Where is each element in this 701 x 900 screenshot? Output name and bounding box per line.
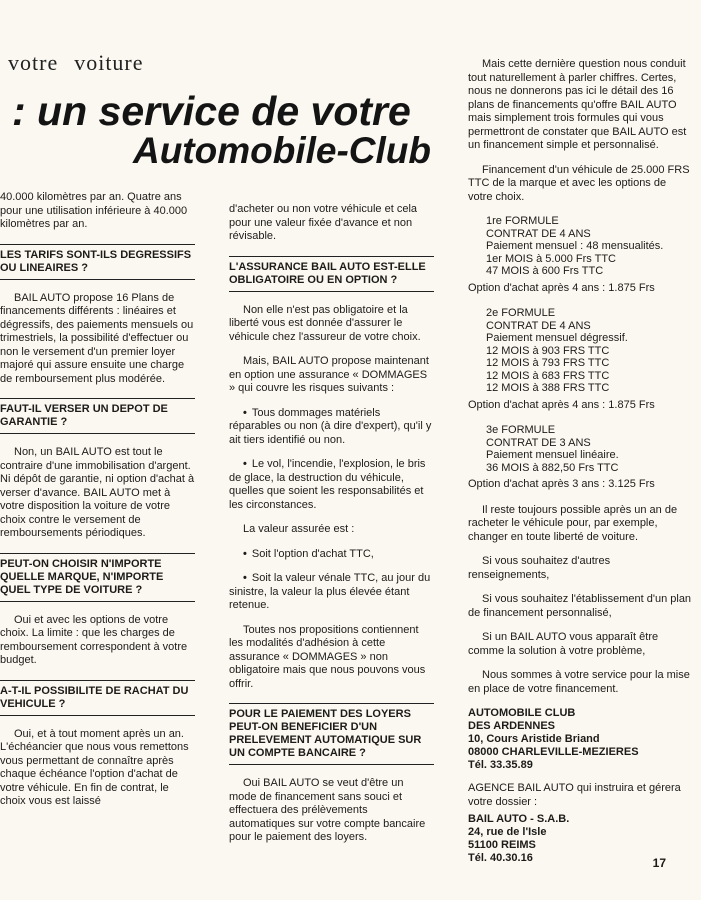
formula-line: Paiement mensuel dégressif. — [486, 332, 628, 344]
purchase-option: Option d'achat après 3 ans : 3.125 Frs — [468, 478, 655, 490]
bullet-item — [229, 458, 434, 512]
question-heading: POUR LE PAIEMENT DES LOYERS PEUT-ON BENEFICIER D'UN PRELEVEMENT AUTOMATIQUE SUR UN COMPTE BANCAIRE ? — [229, 703, 434, 765]
paragraph: Si vous souhaitez d'autres renseignements, — [468, 555, 611, 581]
formula-line: 1re FORMULE — [486, 215, 559, 227]
paragraph: Oui et avec les options de votre choix. La limite : que les charges de remboursement correspondent à votre budget. — [0, 613, 188, 666]
formula-2 — [486, 307, 693, 395]
kicker-word: voiture — [74, 50, 144, 75]
address-line: AUTOMOBILE CLUB — [468, 707, 576, 719]
address-line: 08000 CHARLEVILLE-MEZIERES — [468, 746, 639, 758]
paragraph: Nous sommes à votre service pour la mise en place de votre financement. — [468, 669, 690, 695]
paragraph: BAIL AUTO propose 16 Plans de financements différents : linéaires et dégressifs, des paiements mensuels ou trimestriels, la possibilité d'effectuer ou non le versement d'un premier loyer majoré qui assure ensuite une charge de remboursement plus modérée. — [0, 291, 194, 385]
formula-line: 12 MOIS à 683 FRS TTC — [486, 369, 610, 382]
question-heading: LES TARIFS SONT-ILS DEGRESSIFS OU LINEAIRES ? — [0, 244, 195, 280]
question-heading: PEUT-ON CHOISIR N'IMPORTE QUELLE MARQUE, N'IMPORTE QUEL TYPE DE VOITURE ? — [0, 553, 195, 602]
formula-line: 3e FORMULE — [486, 424, 556, 436]
bullet-icon — [243, 548, 252, 560]
paragraph: AGENCE BAIL AUTO qui instruira et gérera votre dossier : — [468, 782, 681, 808]
formula-3 — [486, 424, 693, 474]
address-line: Tél. 33.35.89 — [468, 759, 533, 771]
column-1 — [0, 191, 195, 820]
bullet-text: Soit l'option d'achat TTC, — [251, 547, 374, 560]
paragraph: Non, un BAIL AUTO est tout le contraire d'une immobilisation d'argent. Ni dépôt de garantie, ni option d'achat à verser d'avance. BAIL AUTO met à votre disposition la voiture de votre choix contre le versement de remboursements périodiques. — [0, 446, 195, 539]
formula-line: CONTRAT DE 4 ANS — [486, 227, 591, 240]
paragraph: 40.000 kilomètres par an. Quatre ans pour une utilisation inférieure à 40.000 kilomètres par an. — [0, 191, 188, 230]
formula-line: 12 MOIS à 388 FRS TTC — [486, 382, 610, 394]
bullet-item — [229, 407, 434, 448]
formula-line: 36 MOIS à 882,50 Frs TTC — [486, 461, 619, 474]
formula-line: CONTRAT DE 4 ANS — [486, 319, 591, 332]
bullet-text: Soit la valeur vénale TTC, au jour du sinistre, la valeur la plus élevée étant retenue. — [229, 572, 431, 611]
address-line: 51100 REIMS — [468, 839, 536, 851]
question-heading: FAUT-IL VERSER UN DEPOT DE GARANTIE ? — [0, 398, 195, 434]
address-line: Tél. 40.30.16 — [468, 852, 533, 864]
paragraph: Non elle n'est pas obligatoire et la liberté vous est donnée d'assurer le véhicule chez l'assureur de votre choix. — [229, 303, 421, 343]
address-line: 10, Cours Aristide Briand — [468, 733, 600, 745]
bullet-text: Le vol, l'incendie, l'explosion, le bris de glace, la destruction du véhicule, quelles que soient les responsabilités et les circonstances. — [229, 458, 426, 511]
paragraph: Financement d'un véhicule de 25.000 FRS TTC de la marque et avec les options de votre choix. — [468, 163, 690, 203]
paragraph: Oui BAIL AUTO se veut d'être un mode de financement sans souci et effectuera des prélèvements automatiques sur votre compte bancaire pour le paiement des loyers. — [229, 777, 426, 843]
address-line: 24, rue de l'Isle — [468, 826, 547, 838]
formula-line: 12 MOIS à 903 FRS TTC — [486, 344, 610, 357]
address-line: BAIL AUTO - S.A.B. — [468, 813, 570, 825]
purchase-option: Option d'achat après 4 ans : 1.875 Frs — [468, 398, 655, 411]
address-line: DES ARDENNES — [468, 720, 555, 732]
paragraph: Toutes nos propositions contiennent les modalités d'adhésion à cette assurance « DOMMAGES » non obligatoire mais que nous pouvons vous offrir. — [229, 623, 426, 690]
section-kicker — [8, 50, 160, 76]
paragraph: La valeur assurée est : — [243, 523, 355, 535]
formula-line: 2e FORMULE — [486, 307, 556, 319]
formula-line: Paiement mensuel : 48 mensualités. — [486, 240, 664, 252]
bullet-item — [229, 572, 434, 613]
page-number: 17 — [652, 856, 666, 870]
paragraph: Oui, et à tout moment après un an. L'échéancier que nous vous remettons vous permettant de connaître après chaque échéance l'option d'achat de votre véhicule. En fin de contrat, le choix vous est laissé — [0, 727, 189, 807]
headline-line-1: : un service de votre — [12, 88, 411, 134]
address-automobile-club — [468, 707, 693, 772]
paragraph: Il reste toujours possible après un an de racheter le véhicule pour, par exemple, changer en toute liberté de voiture. — [468, 503, 678, 543]
paragraph: Mais, BAIL AUTO propose maintenant en option une assurance « DOMMAGES » qui couvre les risques suivants : — [229, 355, 429, 394]
formula-1 — [486, 215, 693, 278]
paragraph: Mais cette dernière question nous conduit tout naturellement à parler chiffres. Certes, nous ne donnerons pas ici le détail des 16 plans de financements qu'offre BAIL AUTO mais simplement trois formules qui vous permettront de constater que BAIL AUTO est un financement simple et personnalisé. — [468, 58, 687, 151]
paragraph: Si vous souhaitez l'établissement d'un plan de financement personnalisé, — [468, 593, 692, 619]
column-3 — [468, 58, 693, 875]
purchase-option: Option d'achat après 4 ans : 1.875 Frs — [468, 281, 655, 294]
formula-line: 12 MOIS à 793 FRS TTC — [486, 357, 610, 369]
formula-line: 1er MOIS à 5.000 Frs TTC — [486, 252, 617, 265]
headline-line-2: Automobile-Club — [132, 130, 431, 171]
bullet-item — [229, 548, 434, 562]
question-heading: A-T-IL POSSIBILITE DE RACHAT DU VEHICULE ? — [0, 680, 195, 716]
question-heading: L'ASSURANCE BAIL AUTO EST-ELLE OBLIGATOIRE OU EN OPTION ? — [229, 256, 434, 292]
formula-line: CONTRAT DE 3 ANS — [486, 436, 591, 449]
formula-line: 47 MOIS à 600 Frs TTC — [486, 265, 604, 277]
paragraph: Si un BAIL AUTO vous apparaît être comme la solution à votre problème, — [468, 631, 659, 657]
bullet-icon — [243, 572, 252, 584]
bullet-icon — [243, 407, 252, 419]
bullet-icon — [243, 458, 252, 470]
kicker-word: votre — [8, 50, 59, 75]
column-2 — [229, 203, 434, 856]
formula-line: Paiement mensuel linéaire. — [486, 449, 619, 461]
bullet-text: Tous dommages matériels réparables ou non (à dire d'expert), qu'il y ait tiers identifié ou non. — [229, 406, 432, 446]
paragraph: d'acheter ou non votre véhicule et cela pour une valeur fixée d'avance et non révisable. — [229, 203, 417, 242]
